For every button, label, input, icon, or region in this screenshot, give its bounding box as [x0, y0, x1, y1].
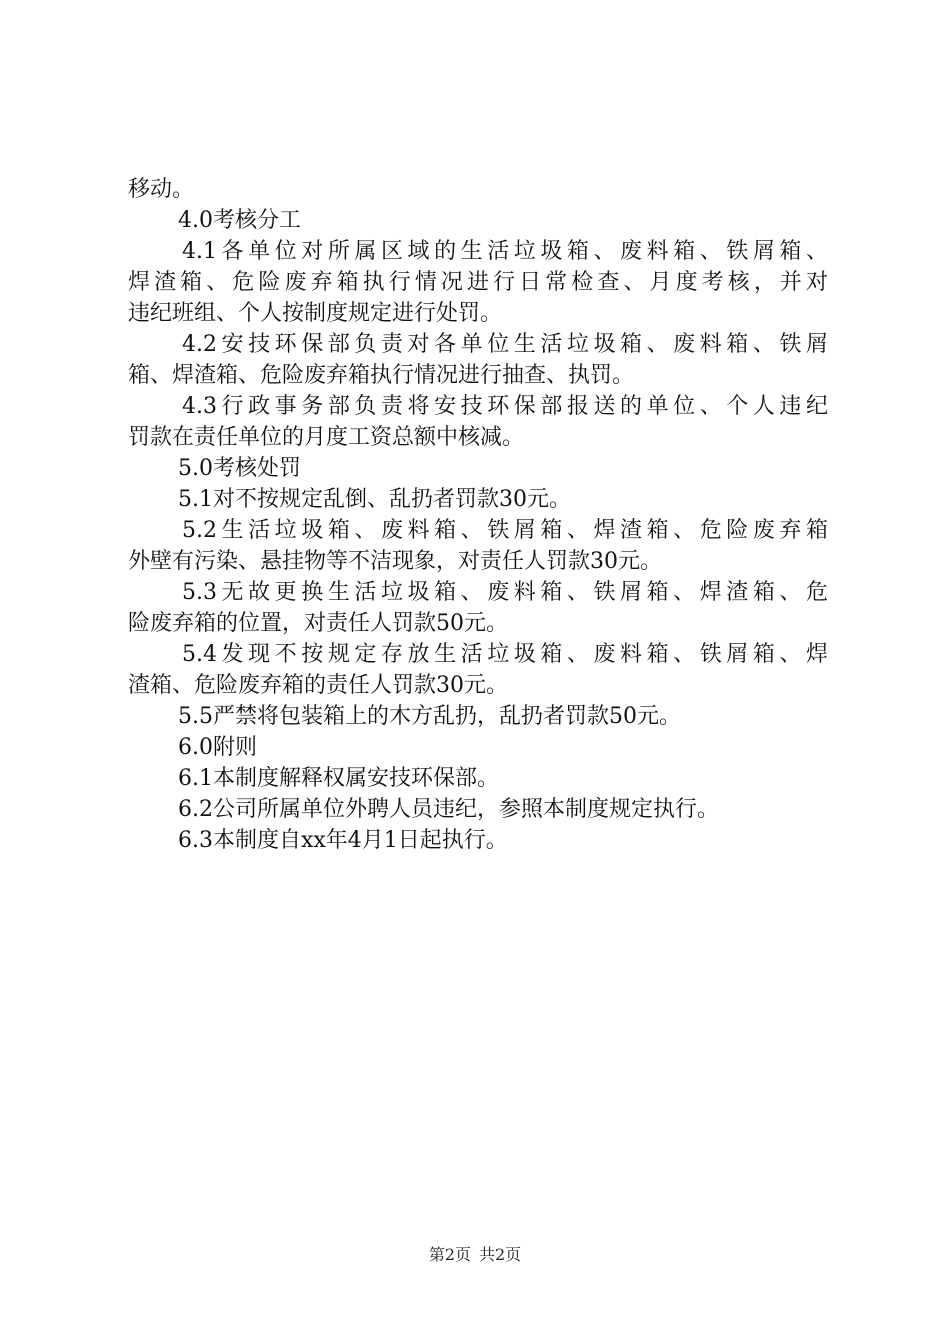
section-heading: 5.0考核处罚 — [178, 456, 301, 481]
text-line: 焊渣箱、危险废弃箱执行情况进行日常检查、月度考核，并对 — [128, 270, 828, 295]
text-line: 移动。 — [128, 177, 195, 202]
text-line: 6.3本制度自xx年4月1日起执行。 — [178, 828, 508, 853]
text-line: 5.1对不按规定乱倒、乱扔者罚款30元。 — [178, 487, 571, 512]
text-line: 险废弃箱的位置，对责任人罚款50元。 — [128, 611, 508, 636]
document-body — [128, 174, 828, 856]
text-line: 4.3行政事务部负责将安技环保部报送的单位、个人违纪 — [182, 394, 828, 419]
page-footer — [0, 1243, 950, 1267]
text-line: 5.4发现不按规定存放生活垃圾箱、废料箱、铁屑箱、焊 — [182, 642, 828, 667]
text-line: 外壁有污染、悬挂物等不洁现象，对责任人罚款30元。 — [128, 549, 662, 574]
page-number: 第2页 — [428, 1245, 471, 1264]
text-line: 5.2生活垃圾箱、废料箱、铁屑箱、焊渣箱、危险废弃箱 — [182, 518, 828, 543]
text-line: 箱、焊渣箱、危险废弃箱执行情况进行抽查、执罚。 — [128, 363, 635, 388]
section-heading: 6.0附则 — [178, 735, 257, 760]
text-line: 违纪班组、个人按制度规定进行处罚。 — [128, 301, 503, 326]
text-line: 5.5严禁将包装箱上的木方乱扔，乱扔者罚款50元。 — [178, 704, 681, 729]
text-line: 渣箱、危险废弃箱的责任人罚款30元。 — [128, 673, 508, 698]
text-line: 6.1本制度解释权属安技环保部。 — [178, 766, 499, 791]
text-line: 5.3无故更换生活垃圾箱、废料箱、铁屑箱、焊渣箱、危 — [182, 580, 828, 605]
text-line: 6.2公司所属单位外聘人员违纪，参照本制度规定执行。 — [178, 797, 719, 822]
section-heading: 4.0考核分工 — [178, 208, 301, 233]
text-line: 4.2安技环保部负责对各单位生活垃圾箱、废料箱、铁屑 — [182, 332, 828, 357]
text-line: 4.1各单位对所属区域的生活垃圾箱、废料箱、铁屑箱、 — [182, 239, 828, 264]
page-total: 共2页 — [479, 1245, 522, 1264]
text-line: 罚款在责任单位的月度工资总额中核减。 — [128, 425, 525, 450]
